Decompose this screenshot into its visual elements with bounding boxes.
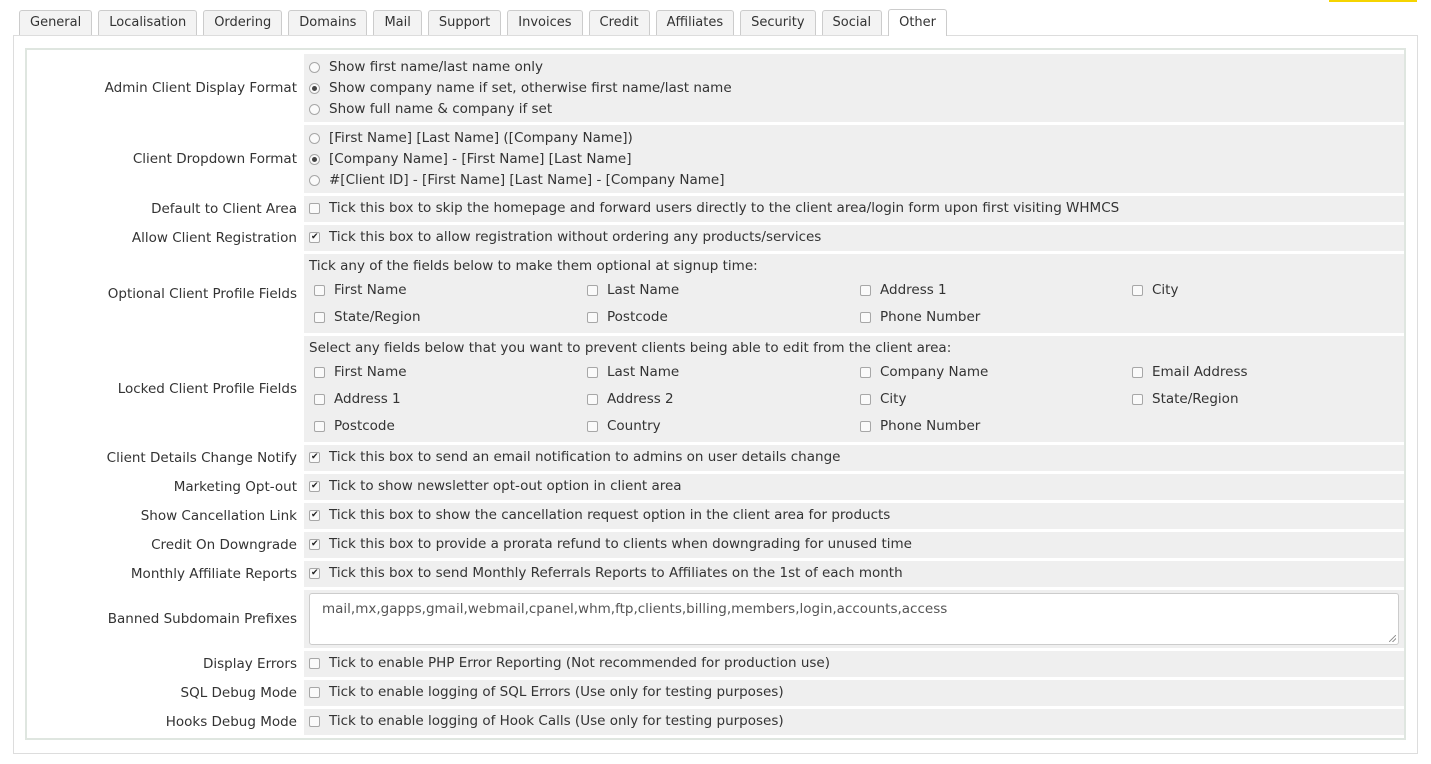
row-admin-display-format	[27, 54, 1404, 122]
field-value	[304, 651, 1404, 677]
optional-field-address-1[interactable]	[860, 280, 947, 301]
checkbox-label: State/Region	[1152, 391, 1239, 407]
checkbox-label: First Name	[334, 364, 407, 380]
locked-field-address-1[interactable]	[314, 389, 401, 410]
radio-label: [Company Name] - [First Name] [Last Name]	[329, 151, 632, 167]
row-details-change-notify	[27, 445, 1404, 471]
fields-intro: Select any fields below that you want to prevent clients being able to edit from the client area:	[309, 340, 952, 356]
checkbox-label: Tick this box to send Monthly Referrals Reports to Affiliates on the 1st of each month	[329, 565, 903, 581]
locked-field-state-region[interactable]	[1132, 389, 1239, 410]
checkbox-option[interactable]	[309, 198, 1119, 219]
field-value	[304, 196, 1404, 222]
field-value	[304, 532, 1404, 558]
optional-field-city[interactable]	[1132, 280, 1178, 301]
checkbox[interactable]	[587, 367, 598, 378]
checkbox-label: Country	[607, 418, 661, 434]
textarea-value: mail,mx,gapps,gmail,webmail,cpanel,whm,ftp,clients,billing,members,login,accounts,access	[322, 601, 948, 617]
tab-affiliates[interactable]: Affiliates	[656, 10, 735, 35]
checkbox-label: Phone Number	[880, 418, 981, 434]
radio-button[interactable]	[309, 154, 320, 165]
radio-label: Show full name & company if set	[329, 101, 553, 117]
radio-label: Show first name/last name only	[329, 59, 543, 75]
row-default-client-area	[27, 196, 1404, 222]
checkbox-option[interactable]	[309, 476, 682, 497]
checkbox-option[interactable]	[309, 711, 784, 732]
field-value	[304, 336, 1404, 442]
checkbox-label: Address 2	[607, 391, 674, 407]
field-label: Marketing Opt-out	[173, 479, 297, 495]
checkbox[interactable]	[587, 421, 598, 432]
checkbox-label: Tick this box to send an email notification to admins on user details change	[329, 449, 841, 465]
tab-mail[interactable]: Mail	[373, 10, 421, 35]
checkbox-option[interactable]	[309, 505, 890, 526]
checkbox[interactable]	[314, 421, 325, 432]
tab-general[interactable]: General	[19, 10, 92, 35]
tab-social[interactable]: Social	[822, 10, 883, 35]
checkbox-label: Tick to enable logging of Hook Calls (Use only for testing purposes)	[329, 713, 784, 729]
settings-panel	[13, 35, 1418, 754]
checkbox-label: Tick this box to allow registration without ordering any products/services	[329, 229, 822, 245]
settings-tabs	[19, 10, 947, 36]
checkbox-option[interactable]	[309, 682, 784, 703]
checkbox-label: Company Name	[880, 364, 989, 380]
checkbox-label: Tick this box to skip the homepage and forward users directly to the client area/login form upon first visiting WHMCS	[329, 200, 1120, 216]
checkbox[interactable]	[309, 481, 320, 492]
checkbox-label: Postcode	[334, 418, 395, 434]
checkbox[interactable]	[860, 285, 871, 296]
field-value	[304, 225, 1404, 251]
locked-field-first-name[interactable]	[314, 362, 407, 383]
radio-button[interactable]	[309, 83, 320, 94]
checkbox[interactable]	[309, 452, 320, 463]
field-value	[304, 54, 1404, 122]
field-label: Show Cancellation Link	[140, 508, 297, 524]
optional-field-first-name[interactable]	[314, 280, 407, 301]
radio-option[interactable]	[309, 99, 552, 120]
tab-domains[interactable]: Domains	[288, 10, 367, 35]
checkbox[interactable]	[309, 716, 320, 727]
checkbox-label: Tick this box to provide a prorata refund to clients when downgrading for unused time	[329, 536, 912, 552]
tab-ordering[interactable]: Ordering	[203, 10, 282, 35]
field-label: Client Dropdown Format	[132, 151, 297, 167]
row-locked-profile-fields	[27, 336, 1404, 442]
checkbox-label: Postcode	[607, 309, 668, 325]
checkbox-label: State/Region	[334, 309, 421, 325]
radio-option[interactable]	[309, 128, 633, 149]
field-value	[304, 561, 1404, 587]
field-value	[304, 125, 1404, 193]
checkbox[interactable]	[860, 394, 871, 405]
checkbox[interactable]	[587, 312, 598, 323]
checkbox-label: City	[1152, 282, 1179, 298]
checkbox[interactable]	[309, 568, 320, 579]
checkbox-option[interactable]	[309, 534, 912, 555]
optional-field-last-name[interactable]	[587, 280, 679, 301]
row-display-errors	[27, 651, 1404, 677]
locked-field-phone-number[interactable]	[860, 416, 980, 437]
radio-option[interactable]	[309, 149, 631, 170]
field-value	[304, 680, 1404, 706]
optional-field-postcode[interactable]	[587, 307, 668, 328]
checkbox-option[interactable]	[309, 227, 821, 248]
checkbox[interactable]	[314, 285, 325, 296]
locked-field-last-name[interactable]	[587, 362, 679, 383]
locked-field-city[interactable]	[860, 389, 906, 410]
checkbox-label: Tick to enable logging of SQL Errors (Use only for testing purposes)	[329, 684, 784, 700]
checkbox[interactable]	[314, 312, 325, 323]
optional-field-state-region[interactable]	[314, 307, 421, 328]
tab-credit[interactable]: Credit	[589, 10, 650, 35]
checkbox-option[interactable]	[309, 563, 903, 584]
field-label: Locked Client Profile Fields	[117, 381, 297, 397]
radio-button[interactable]	[309, 133, 320, 144]
field-value	[304, 503, 1404, 529]
checkbox[interactable]	[309, 232, 320, 243]
checkbox-label: Address 1	[880, 282, 947, 298]
fields-intro: Tick any of the fields below to make them optional at signup time:	[309, 258, 758, 274]
radio-button[interactable]	[309, 104, 320, 115]
row-credit-on-downgrade	[27, 532, 1404, 558]
locked-field-address-2[interactable]	[587, 389, 674, 410]
checkbox-label: Phone Number	[880, 309, 981, 325]
checkbox[interactable]	[309, 539, 320, 550]
field-label: Display Errors	[203, 656, 297, 672]
checkbox[interactable]	[587, 394, 598, 405]
row-optional-profile-fields	[27, 254, 1404, 333]
checkbox-label: Tick to show newsletter opt-out option in client area	[329, 478, 682, 494]
tab-invoices[interactable]: Invoices	[507, 10, 582, 35]
checkbox-option[interactable]	[309, 653, 830, 674]
checkbox[interactable]	[860, 367, 871, 378]
locked-field-postcode[interactable]	[314, 416, 395, 437]
field-label: Default to Client Area	[151, 201, 297, 217]
checkbox[interactable]	[314, 394, 325, 405]
row-monthly-affiliate-reports	[27, 561, 1404, 587]
tab-localisation[interactable]: Localisation	[98, 10, 197, 35]
radio-option[interactable]	[309, 78, 732, 99]
field-value	[304, 445, 1404, 471]
field-label: Client Details Change Notify	[106, 450, 297, 466]
field-label: Banned Subdomain Prefixes	[107, 611, 297, 627]
resize-handle-icon[interactable]	[1389, 635, 1396, 642]
checkbox-label: First Name	[334, 282, 407, 298]
checkbox[interactable]	[309, 203, 320, 214]
field-label: Allow Client Registration	[131, 230, 297, 246]
settings-table	[25, 48, 1406, 740]
radio-button[interactable]	[309, 175, 320, 186]
checkbox-label: City	[880, 391, 907, 407]
field-value	[304, 254, 1404, 333]
checkbox-label: Tick to enable PHP Error Reporting (Not recommended for production use)	[329, 655, 830, 671]
checkbox[interactable]	[587, 285, 598, 296]
tab-other[interactable]: Other	[888, 9, 947, 36]
checkbox[interactable]	[309, 510, 320, 521]
locked-field-country[interactable]	[587, 416, 661, 437]
locked-field-company-name[interactable]	[860, 362, 988, 383]
checkbox[interactable]	[309, 687, 320, 698]
field-label: Admin Client Display Format	[104, 80, 297, 96]
radio-button[interactable]	[309, 62, 320, 73]
checkbox-label: Email Address	[1152, 364, 1248, 380]
row-banned-subdomain-prefixes	[27, 590, 1404, 648]
checkbox[interactable]	[1132, 285, 1143, 296]
radio-option[interactable]	[309, 57, 543, 78]
locked-field-email-address[interactable]	[1132, 362, 1248, 383]
radio-label: [First Name] [Last Name] ([Company Name])	[329, 130, 633, 146]
row-sql-debug-mode	[27, 680, 1404, 706]
field-label: Credit On Downgrade	[151, 537, 297, 553]
checkbox[interactable]	[1132, 367, 1143, 378]
row-hooks-debug-mode	[27, 709, 1404, 735]
checkbox-label: Last Name	[607, 364, 680, 380]
radio-option[interactable]	[309, 170, 725, 191]
row-allow-client-registration	[27, 225, 1404, 251]
row-client-dropdown-format	[27, 125, 1404, 193]
optional-field-phone-number[interactable]	[860, 307, 980, 328]
field-label: SQL Debug Mode	[180, 685, 297, 701]
field-value	[304, 474, 1404, 500]
checkbox[interactable]	[1132, 394, 1143, 405]
field-label: Monthly Affiliate Reports	[130, 566, 297, 582]
checkbox[interactable]	[860, 312, 871, 323]
checkbox-label: Tick this box to show the cancellation request option in the client area for products	[329, 507, 891, 523]
field-label: Optional Client Profile Fields	[107, 285, 297, 302]
checkbox-label: Address 1	[334, 391, 401, 407]
field-value	[304, 709, 1404, 735]
tab-security[interactable]: Security	[740, 10, 815, 35]
row-cancellation-link	[27, 503, 1404, 529]
field-label: Hooks Debug Mode	[165, 714, 297, 730]
checkbox[interactable]	[314, 367, 325, 378]
radio-label: Show company name if set, otherwise first name/last name	[329, 80, 732, 96]
radio-label: #[Client ID] - [First Name] [Last Name] - [Company Name]	[329, 172, 725, 188]
checkbox-option[interactable]	[309, 447, 840, 468]
top-highlight-bar	[1329, 0, 1417, 2]
field-value	[304, 590, 1404, 648]
checkbox[interactable]	[860, 421, 871, 432]
checkbox-label: Last Name	[607, 282, 680, 298]
row-marketing-optout	[27, 474, 1404, 500]
banned-subdomains-textarea[interactable]	[309, 593, 1399, 645]
tab-support[interactable]: Support	[428, 10, 501, 35]
checkbox[interactable]	[309, 658, 320, 669]
